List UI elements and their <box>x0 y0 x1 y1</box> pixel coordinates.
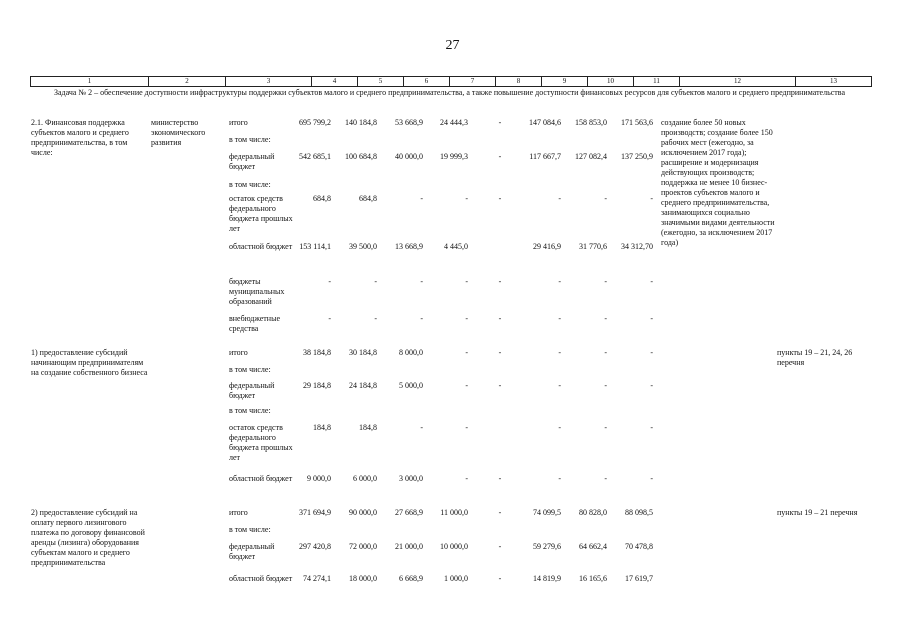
value-cell: 31 770,6 <box>579 242 607 251</box>
value-cell: 14 819,9 <box>533 574 561 583</box>
row-label: федеральный бюджет <box>229 152 275 171</box>
value-cell: - <box>498 118 502 127</box>
value-cell: - <box>558 348 561 357</box>
row-label: в том числе: <box>229 406 271 415</box>
value-cell: - <box>420 423 423 432</box>
value-cell: 297 420,8 <box>299 542 331 551</box>
block-2-title: 2) предоставление субсидий на оплату первого лизингового платежа по договору финансовой аренды (лизинга) оборудования субъектам малого и среднего предпринимательства <box>31 508 145 567</box>
row-label: в том числе: <box>229 365 271 374</box>
row-label: итого <box>229 348 248 357</box>
value-cell: 74 274,1 <box>303 574 331 583</box>
value-cell: 695 799,2 <box>299 118 331 127</box>
value-cell: - <box>498 194 502 203</box>
value-cell: 5 000,0 <box>399 381 423 390</box>
value-cell: - <box>498 152 502 161</box>
value-cell: 10 000,0 <box>440 542 468 551</box>
value-cell: - <box>604 314 607 323</box>
value-cell: 684,8 <box>313 194 331 203</box>
row-label: внебюджетные средства <box>229 314 280 333</box>
header-cell: 12 <box>680 77 796 86</box>
value-cell: - <box>498 574 502 583</box>
value-cell: - <box>465 194 468 203</box>
value-cell: 6 000,0 <box>353 474 377 483</box>
value-cell: - <box>604 194 607 203</box>
value-cell: 158 853,0 <box>575 118 607 127</box>
row-label: в том числе: <box>229 180 271 189</box>
value-cell: - <box>498 474 502 483</box>
value-cell: 19 999,3 <box>440 152 468 161</box>
value-cell: - <box>650 314 653 323</box>
row-label: остаток средств федерального бюджета прошлых лет <box>229 194 293 233</box>
value-cell: 117 667,7 <box>529 152 561 161</box>
row-label: федеральный бюджет <box>229 381 275 400</box>
value-cell: 542 685,1 <box>299 152 331 161</box>
value-cell: 684,8 <box>359 194 377 203</box>
value-cell: 11 000,0 <box>440 508 468 517</box>
row-label: областной бюджет <box>229 474 293 483</box>
value-cell: - <box>465 348 468 357</box>
value-cell: - <box>558 474 561 483</box>
value-cell: - <box>650 474 653 483</box>
value-cell: 88 098,5 <box>625 508 653 517</box>
value-cell: - <box>374 277 377 286</box>
header-cell: 1 <box>31 77 149 86</box>
value-cell: 39 500,0 <box>349 242 377 251</box>
value-cell: 24 444,3 <box>440 118 468 127</box>
value-cell: 1 000,0 <box>444 574 468 583</box>
value-cell: 171 563,6 <box>621 118 653 127</box>
value-cell: 30 184,8 <box>349 348 377 357</box>
header-cell: 13 <box>830 77 837 85</box>
value-cell: - <box>465 277 468 286</box>
value-cell: 184,8 <box>313 423 331 432</box>
header-cell: 3 <box>226 77 312 86</box>
value-cell: - <box>328 314 331 323</box>
value-cell: - <box>604 474 607 483</box>
value-cell: - <box>465 474 468 483</box>
value-cell: 59 279,6 <box>533 542 561 551</box>
row-label: бюджеты муниципальных образований <box>229 277 285 306</box>
value-cell: - <box>374 314 377 323</box>
header-cell: 7 <box>450 77 496 86</box>
value-cell: - <box>498 381 502 390</box>
value-cell: 29 184,8 <box>303 381 331 390</box>
value-cell: - <box>498 348 502 357</box>
value-cell: - <box>558 194 561 203</box>
value-cell: 70 478,8 <box>625 542 653 551</box>
value-cell: - <box>465 423 468 432</box>
value-cell: 147 084,6 <box>529 118 561 127</box>
value-cell: - <box>498 277 502 286</box>
value-cell: - <box>558 423 561 432</box>
value-cell: - <box>604 348 607 357</box>
row-label: федеральный бюджет <box>229 542 275 561</box>
value-cell: 13 668,9 <box>395 242 423 251</box>
value-cell: - <box>420 314 423 323</box>
row-label: остаток средств федерального бюджета прошлых лет <box>229 423 293 462</box>
block-2-1-title: 2.1. Финансовая поддержка субъектов малого и среднего предпринимательства, в том числе: <box>31 118 129 157</box>
value-cell: 72 000,0 <box>349 542 377 551</box>
value-cell: 9 000,0 <box>307 474 331 483</box>
task-heading: Задача № 2 – обеспечение доступности инфраструктуры поддержки субъектов малого и среднего предпринимательства, а также повышение доступности финансовых ресурсов для субъектов малого и среднего предпринимательства <box>54 88 846 97</box>
value-cell: 100 684,8 <box>345 152 377 161</box>
value-cell: 80 828,0 <box>579 508 607 517</box>
row-label: областной бюджет <box>229 574 293 583</box>
value-cell: 34 312,70 <box>621 242 653 251</box>
value-cell: - <box>420 277 423 286</box>
row-label: в том числе: <box>229 525 271 534</box>
header-cell: 11 <box>634 77 680 86</box>
block-2-1-executor: министерство экономического развития <box>151 118 206 147</box>
value-cell: 53 668,9 <box>395 118 423 127</box>
value-cell: 21 000,0 <box>395 542 423 551</box>
row-label: итого <box>229 508 248 517</box>
value-cell: 40 000,0 <box>395 152 423 161</box>
value-cell: 18 000,0 <box>349 574 377 583</box>
block-1-title: 1) предоставление субсидий начинающим предпринимателям на создание собственного бизнеса <box>31 348 148 377</box>
value-cell: - <box>558 277 561 286</box>
value-cell: - <box>604 381 607 390</box>
value-cell: 140 184,8 <box>345 118 377 127</box>
value-cell: 24 184,8 <box>349 381 377 390</box>
value-cell: 16 165,6 <box>579 574 607 583</box>
value-cell: 184,8 <box>359 423 377 432</box>
block-1-ref: пункты 19 – 21, 24, 26 перечня <box>777 348 853 367</box>
value-cell: 3 000,0 <box>399 474 423 483</box>
value-cell: 371 694,9 <box>299 508 331 517</box>
header-cell: 5 <box>358 77 404 86</box>
header-cell: 8 <box>496 77 542 86</box>
value-cell: - <box>650 423 653 432</box>
header-cell: 2 <box>149 77 226 86</box>
value-cell: - <box>650 194 653 203</box>
header-cell: 10 <box>588 77 634 86</box>
value-cell: 153 114,1 <box>299 242 331 251</box>
value-cell: - <box>465 381 468 390</box>
value-cell: - <box>650 348 653 357</box>
row-label: итого <box>229 118 248 127</box>
value-cell: 90 000,0 <box>349 508 377 517</box>
value-cell: - <box>498 314 502 323</box>
value-cell: 8 000,0 <box>399 348 423 357</box>
value-cell: 127 082,4 <box>575 152 607 161</box>
value-cell: 137 250,9 <box>621 152 653 161</box>
value-cell: 29 416,9 <box>533 242 561 251</box>
value-cell: - <box>558 381 561 390</box>
value-cell: 38 184,8 <box>303 348 331 357</box>
header-cell: 9 <box>542 77 588 86</box>
value-cell: - <box>650 277 653 286</box>
value-cell: 6 668,9 <box>399 574 423 583</box>
value-cell: 64 662,4 <box>579 542 607 551</box>
value-cell: - <box>558 314 561 323</box>
row-label: областной бюджет <box>229 242 293 251</box>
page-number: 27 <box>445 38 460 53</box>
value-cell: - <box>328 277 331 286</box>
block-2-ref: пункты 19 – 21 перечня <box>777 508 858 517</box>
value-cell: - <box>604 423 607 432</box>
value-cell: - <box>420 194 423 203</box>
row-label: в том числе: <box>229 135 271 144</box>
block-2-1-results: создание более 50 новых производств; создание более 150 рабочих мест (ежегодно, за исключением 2017 года); расширение и модернизация действующих производств; поддержка не менее 10 бизнес-проектов субъектов малого и среднего предпринимательства, занимающихся социально значимыми видами деятельности (ежегодно, за исключением 2017 года) <box>661 118 775 247</box>
table-header-row <box>30 76 872 87</box>
value-cell: - <box>465 314 468 323</box>
value-cell: 17 619,7 <box>625 574 653 583</box>
header-cell: 4 <box>312 77 358 86</box>
value-cell: - <box>498 508 502 517</box>
value-cell: - <box>604 277 607 286</box>
value-cell: 4 445,0 <box>444 242 468 251</box>
value-cell: 27 668,9 <box>395 508 423 517</box>
value-cell: 74 099,5 <box>533 508 561 517</box>
header-cell: 6 <box>404 77 450 86</box>
value-cell: - <box>498 542 502 551</box>
value-cell: - <box>650 381 653 390</box>
